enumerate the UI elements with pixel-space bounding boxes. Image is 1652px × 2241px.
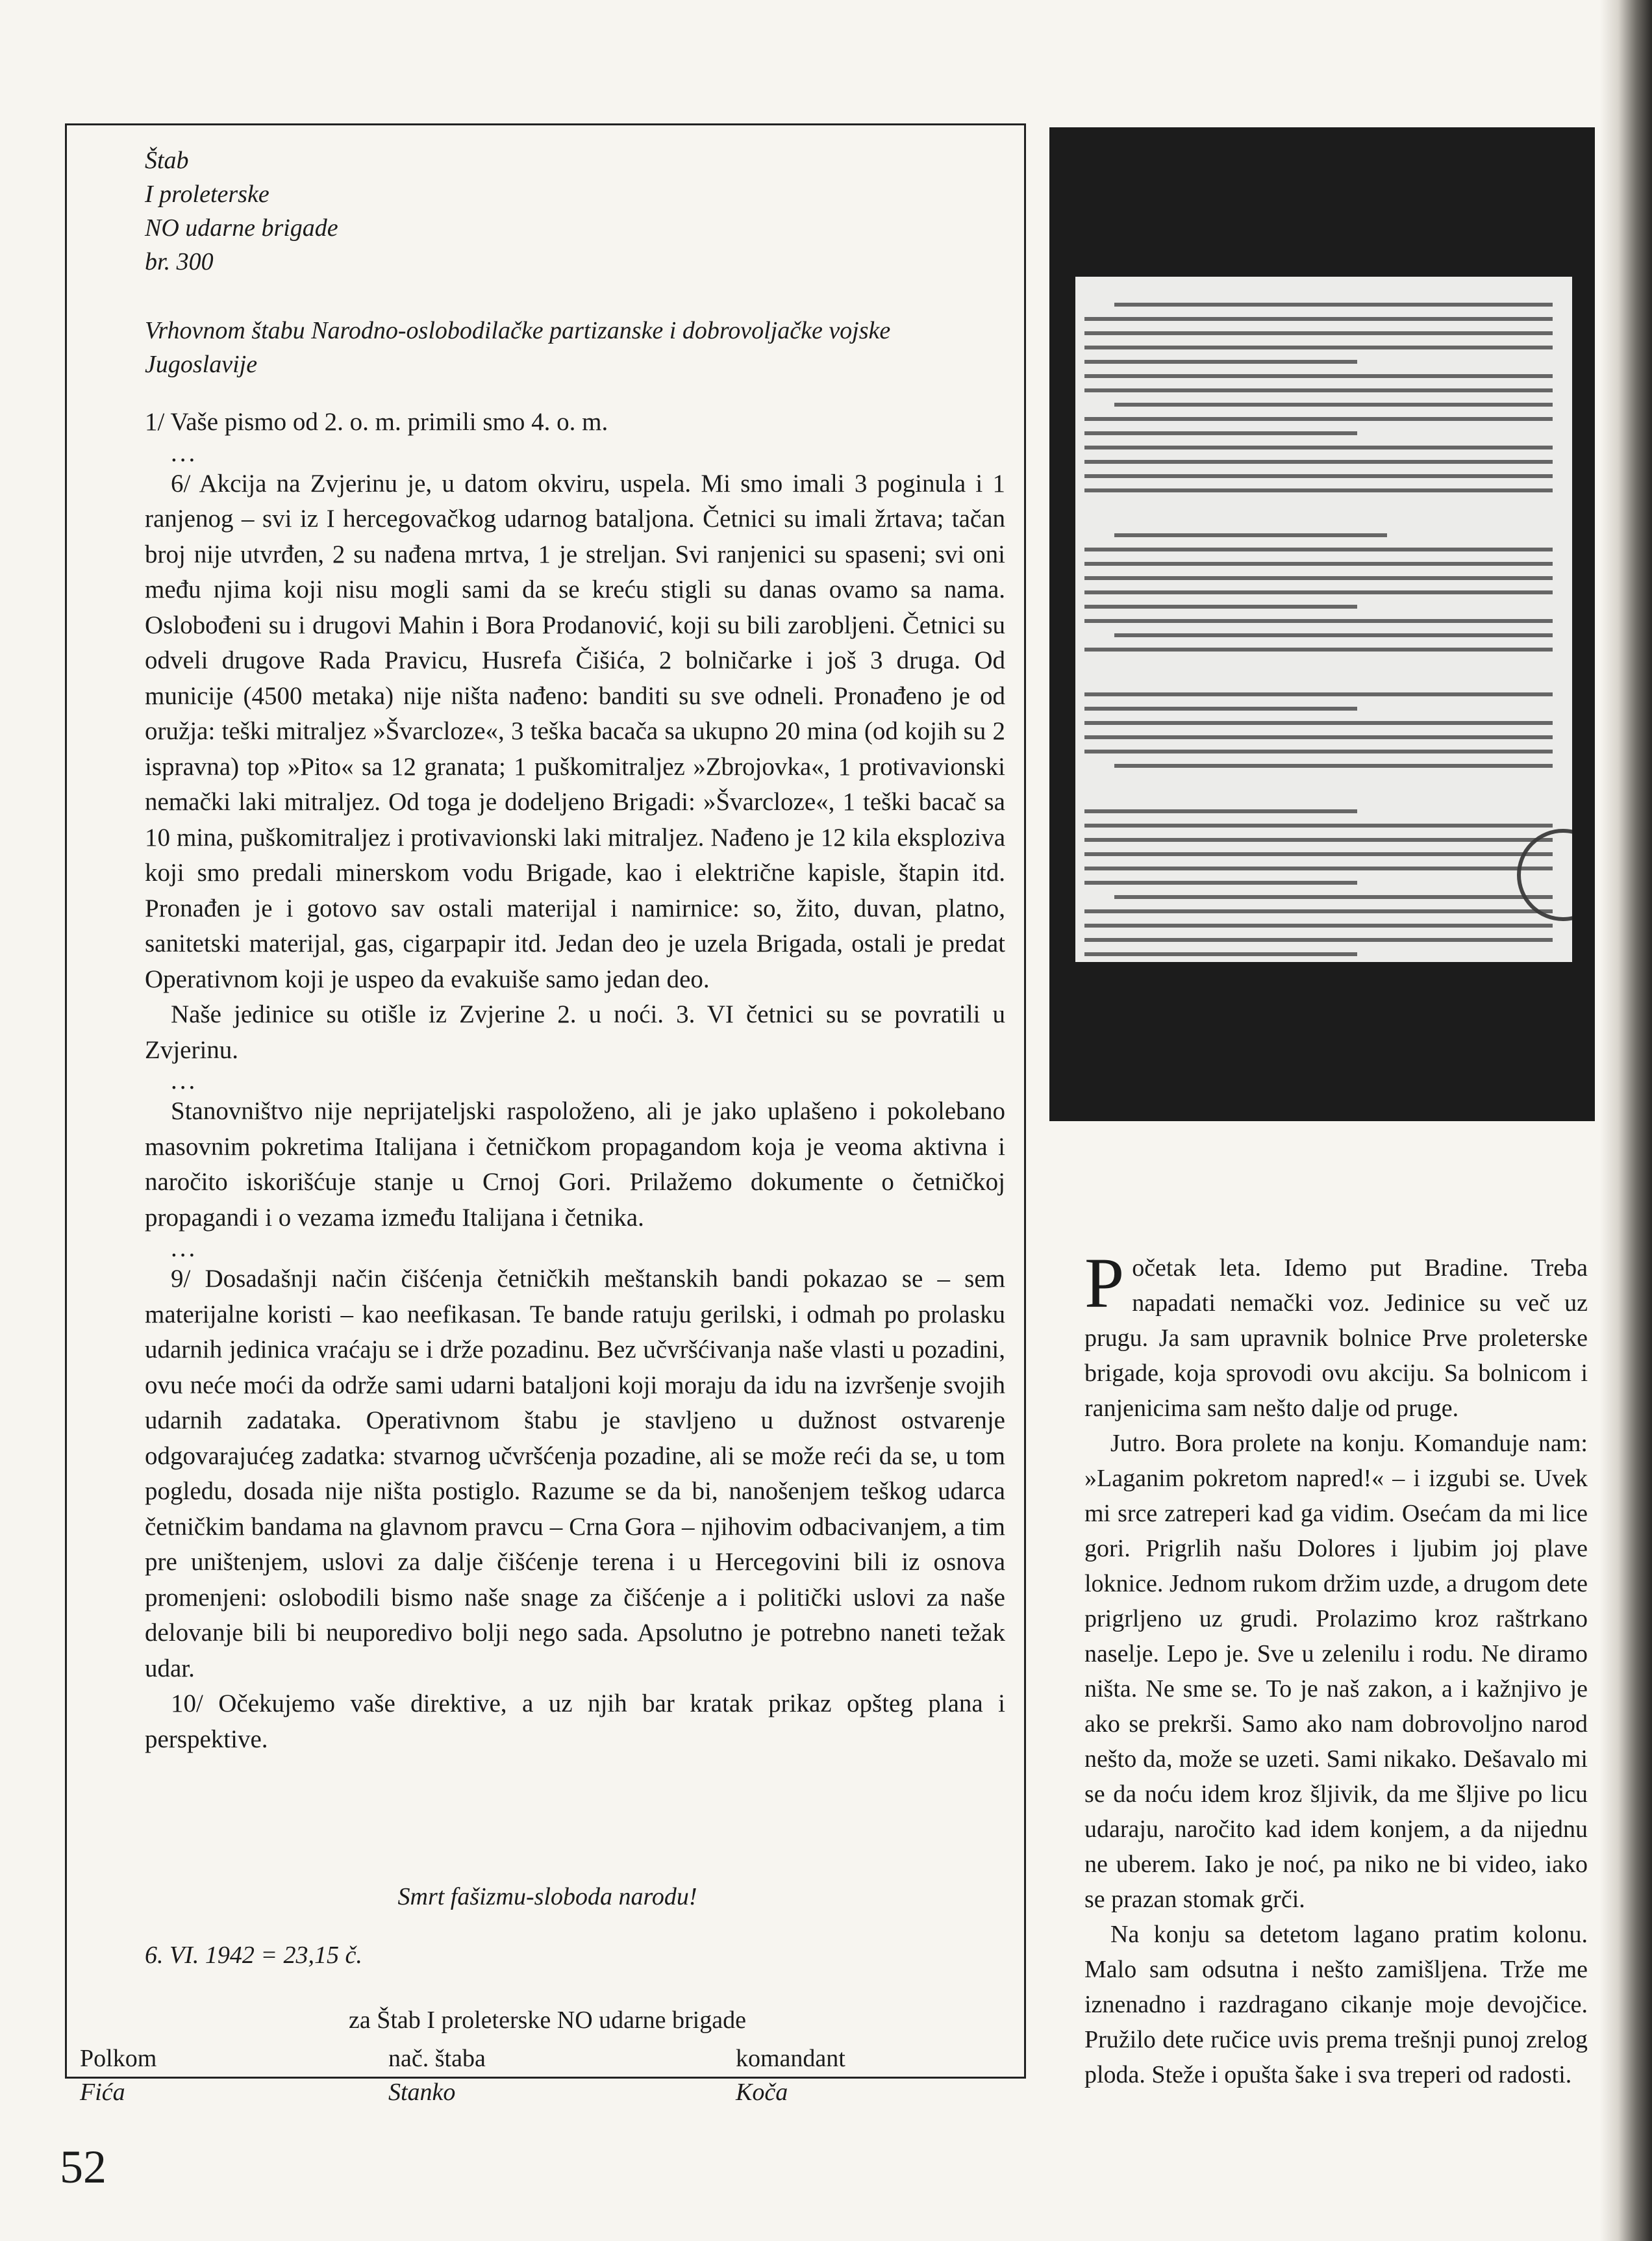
narrative-paragraph-3: Na konju sa detetom lagano pratim kolonu. Malo sam odsutna i nešto zamišljena. Trže me iznenadno i razdragano cikanje moje devojčice. Pružilo dete ručice uvis prema trešnji punoj zrelog ploda. Steže i opušta šake i sva treperi od radosti. [1084, 1921, 1588, 2088]
typed-line [1114, 403, 1553, 407]
paragraph-1: 1/ Vaše pismo od 2. o. m. primili smo 4. o. m. [145, 408, 608, 436]
typed-line [1114, 633, 1553, 637]
signature-role: nač. štaba [388, 2045, 486, 2072]
typed-line [1084, 488, 1553, 492]
paragraph-10: 10/ Očekujemo vaše direktive, a uz njih bar kratak prikaz opšteg plana i perspektive. [145, 1690, 1005, 1753]
signature-intro: za Štab I proleterske NO udarne brigade [349, 2007, 746, 2034]
book-binding-shadow [1600, 0, 1652, 2241]
typed-line [1084, 750, 1553, 753]
header-line: I proleterske [145, 181, 269, 208]
paragraph-6b: Naše jedinice su otišle iz Zvjerine 2. u noći. 3. VI četnici su se povratili u Zvjerinu. [145, 1000, 1005, 1064]
header-line: Štab [145, 147, 189, 174]
typed-line [1084, 317, 1553, 321]
ellipsis: ... [171, 1234, 198, 1262]
typed-line [1084, 590, 1553, 594]
date-line: 6. VI. 1942 = 23,15 č. [145, 1942, 362, 1969]
typed-line [1084, 881, 1357, 885]
typed-line [1084, 576, 1553, 580]
page-number: 52 [60, 2141, 106, 2193]
drop-cap: P [1084, 1243, 1125, 1323]
paragraph-9: 9/ Dosadašnji način čišćenja četničkih meštanskih bandi pokazao se – sem materijalne koristi – kao neefikasan. Te bande ratuju gerilski, i odmah po prolasku udarnih jedinica vraćaju se i drže pozadinu. Bez učvršćivanja naše vlasti u pozadini, ovu neće moći da održe sami udarni bataljoni koji moraju da idu na izvršenje svojih udarnih zadataka. Operativnom štabu je stavljeno u dužnost ostvarenje odgovarajućeg zadatka: stvarnog učvršćenja pozadine, ali se može reći da se, u tom pogledu, dosada nije ništa postiglo. Razume se da bi, nanošenjem teškog udarca četničkim bandama na glavnom pravcu – Crna Gora – njihovim odbacivanjem, a tim pre uništenjem, uslovi za dalje čišćenje terena i u Hercegovini bili iz osnova promenjeni: oslobodili bismo naše snage za čišćenje a i politički uslovi za naše delovanje bili bi neuporedivo bolji nego sada. Apsolutno je potrebno naneti težak udar. [145, 1265, 1005, 1682]
typed-line [1084, 938, 1553, 942]
typed-line [1084, 360, 1357, 364]
header-line: NO udarne brigade [145, 214, 338, 242]
signature-commander [736, 2042, 845, 2109]
document-frame [65, 123, 1026, 2106]
signature-name: Stanko [388, 2079, 456, 2106]
typed-line [1084, 924, 1553, 928]
original-document-photo [1049, 127, 1595, 1121]
typed-line [1084, 707, 1357, 711]
signature-chief [388, 2042, 486, 2109]
signature-role: komandant [736, 2045, 845, 2072]
narrative-paragraph-1: očetak leta. Idemo put Bradine. Treba napadati nemački voz. Jedinice su več uz prugu. Ja sam upravnik bolnice Prve proleterske brigade, koja sprovodi ovu akciju. Sa bolnicom i ranjenicima sam nešto dalje od pruge. [1084, 1254, 1588, 1422]
typed-line [1084, 548, 1553, 551]
typed-line [1084, 619, 1553, 623]
typed-line [1084, 838, 1553, 842]
ellipsis: ... [171, 1067, 198, 1095]
letter-body [145, 405, 1005, 1757]
signature-name: Fića [80, 2079, 125, 2106]
typed-line [1084, 692, 1553, 696]
typed-line [1084, 824, 1553, 828]
typed-line [1084, 460, 1553, 464]
header-line: br. 300 [145, 248, 214, 275]
typed-line [1084, 374, 1553, 378]
paragraph-6: 6/ Akcija na Zvjerinu je, u datom okviru, uspela. Mi smo imali 3 poginula i 1 ranjenog – svi iz I hercegovačkog udarnog bataljona. Četnici su imali žrtava; tačan broj nije utvrđen, 2 su nađena mrtva, 1 je streljan. Svi ranjenici su spaseni; svi oni među njima koji nisu mogli sami da se kreću stigli su danas ovamo sa nama. Oslobođeni su i drugovi Mahin i Bora Prodanović, koji su bili zarobljeni. Četnici su odveli drugove Rada Pravicu, Husrefa Čišića, 2 bolničarke i još 3 druga. Od municije (4500 metaka) nije ništa nađeno: banditi su sve odneli. Pronađeno je od oružja: teški mitraljez »Švarcloze«, 3 teška bacača sa ukupno 20 mina (od kojih su 2 ispravna) top »Pito« sa 12 granata; 1 puškomitraljez »Zbrojovka«, 1 protivavionski nemački laki mitraljez. Od toga je dodeljeno Brigadi: »Švarcloze«, 1 teški bacač sa 10 mina, puškomitraljez i protivavionski laki mitraljez. Nađeno je 12 kila eksploziva koji smo predali minerskom vodu Brigade, kao i električne kapisle, štapin itd. Pronađen je i gotovo sav ostali materijal i namirnice: so, žito, duvan, platno, sanitetski materijal, gas, cigarpapir itd. Jedan deo je uzela Brigada, ostali je predat Operativnom koji je uspeo da evakuiše samo jedan deo. [145, 469, 1005, 993]
typed-line [1084, 431, 1357, 435]
typed-line [1114, 895, 1553, 899]
typed-line [1084, 867, 1553, 870]
ellipsis: ... [171, 438, 198, 467]
typed-line [1084, 446, 1553, 449]
typed-line [1114, 303, 1553, 307]
typed-line [1084, 648, 1553, 652]
typed-line [1114, 764, 1553, 768]
typed-line [1084, 852, 1553, 856]
signature-role: Polkom [80, 2045, 157, 2072]
typed-line [1084, 909, 1553, 913]
typed-line [1084, 605, 1357, 609]
typed-line [1084, 809, 1357, 813]
letter-header [145, 144, 338, 279]
typed-line [1084, 346, 1553, 349]
signature-polkom [80, 2042, 156, 2109]
typed-line [1114, 533, 1387, 537]
typed-line [1084, 721, 1553, 725]
typed-line [1084, 562, 1553, 566]
typed-line [1084, 735, 1553, 739]
signature-name: Koča [736, 2079, 788, 2106]
typed-line [1084, 417, 1553, 421]
typed-line [1084, 331, 1553, 335]
typed-line [1084, 474, 1553, 478]
typed-document-image [1075, 277, 1572, 962]
typed-line [1084, 388, 1553, 392]
salute: Smrt fašizmu-sloboda narodu! [397, 1883, 697, 1910]
typed-line [1084, 952, 1357, 956]
narrative-column [1084, 1243, 1588, 2092]
seal-stamp-icon [1517, 829, 1572, 921]
paragraph-7: Stanovništvo nije neprijateljski raspoloženo, ali je jako uplašeno i pokolebano masovnim pokretima Italijana i četničkom propagandom koja je veoma aktivna i naročito iskorišćuje stanje u Crnoj Gori. Prilažemo dokumente o četničkoj propagandi i o vezama između Italijana i četnika. [145, 1097, 1005, 1232]
addressee: Vrhovnom štabu Narodno-oslobodilačke partizanske i dobrovoljačke vojske Jugoslavije [145, 317, 891, 378]
narrative-paragraph-2: Jutro. Bora prolete na konju. Komanduje nam: »Laganim pokretom napred!« – i izgubi se. Uvek mi srce zatreperi kad ga vidim. Osećam da mi lice gori. Prigrlih našu Dolores i ljubim joj plave loknice. Jednom rukom držim uzde, a drugom dete prigrljeno uz grudi. Prolazimo kroz raštrkano naselje. Lepo je. Sve u zelenilu i rodu. Ne diramo ništa. Ne sme se. To je naš zakon, a i kažnjivo je ako se prekrši. Samo ako nam dobrovoljno narod nešto da, može se uzeti. Sami nikako. Dešavalo mi se da noću idem kroz šljivik, da me šljive po licu udaraju, naročito kad idem konjem, a da nijednu ne uberem. Iako je noć, pa niko ne bi video, iako se prazan stomak grči. [1084, 1430, 1588, 1913]
